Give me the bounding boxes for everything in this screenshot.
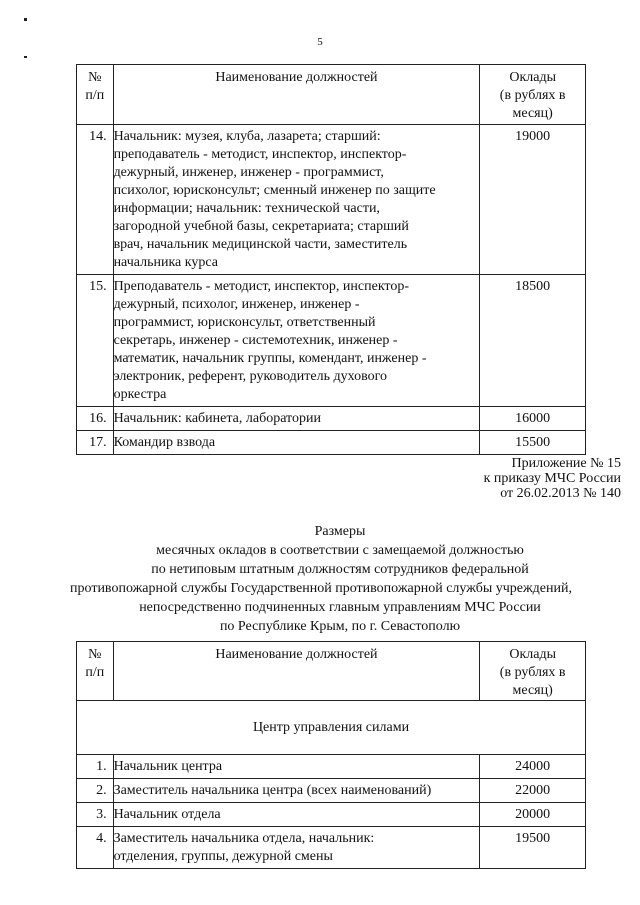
appendix-reference	[484, 456, 621, 501]
table-row	[77, 827, 586, 869]
header-num: № п/п	[77, 642, 114, 701]
header-num: № п/п	[77, 65, 114, 125]
document-heading: Размеры месячных окладов в соответствии с замещаемой должностью по нетиповым штатным должностям сотрудников федеральной противопожарной службы Государственной противопожарной службы учреждений, непосредственно подчиненных главным управлениям МЧС России по Республике Крым, по г. Севастополю	[70, 524, 572, 634]
appendix-date: от 26.02.2013 № 140	[500, 486, 621, 501]
table-row	[77, 125, 586, 275]
position-name: Начальник отдела	[113, 803, 480, 827]
row-number: 14.	[77, 125, 114, 275]
row-number: 4.	[77, 827, 114, 869]
salary-value: 22000	[480, 779, 586, 803]
header-name: Наименование должностей	[113, 65, 480, 125]
row-number: 1.	[77, 755, 114, 779]
header-salary: Оклады (в рублях в месяц)	[480, 642, 586, 701]
row-number: 16.	[77, 407, 114, 431]
appendix-number: Приложение № 15	[511, 456, 621, 471]
salary-value: 15500	[480, 431, 586, 455]
table-row	[77, 755, 586, 779]
salary-value: 19000	[480, 125, 586, 275]
section-title: Центр управления силами	[77, 701, 586, 755]
table-row	[77, 275, 586, 407]
header-salary: Оклады (в рублях в месяц)	[480, 65, 586, 125]
margin-speck	[24, 56, 27, 58]
salary-table-continued	[76, 64, 586, 455]
section-row	[77, 701, 586, 755]
row-number: 15.	[77, 275, 114, 407]
appendix-order: к приказу МЧС России	[483, 471, 621, 486]
table-row	[77, 407, 586, 431]
salary-value: 24000	[480, 755, 586, 779]
position-name: Начальник: кабинета, лаборатории	[113, 407, 480, 431]
table2-body	[77, 755, 586, 869]
row-number: 3.	[77, 803, 114, 827]
salary-value: 18500	[480, 275, 586, 407]
table-row	[77, 431, 586, 455]
position-name: Преподаватель - методист, инспектор, инспектор- дежурный, психолог, инженер, инженер - программист, юрисконсульт, ответственный секретарь, инженер - системотехник, инженер - математик, начальник группы, комендант, инженер - электроник, референт, руководитель духового оркестра	[113, 275, 480, 407]
table1-body	[77, 125, 586, 455]
position-name: Начальник центра	[113, 755, 480, 779]
position-name: Заместитель начальника отдела, начальник: отделения, группы, дежурной смены	[113, 827, 480, 869]
salary-value: 16000	[480, 407, 586, 431]
salary-value: 19500	[480, 827, 586, 869]
table-header-row	[77, 65, 586, 125]
page-number: 5	[317, 36, 323, 48]
header-name: Наименование должностей	[113, 642, 480, 701]
table-header-row	[77, 642, 586, 701]
table-row	[77, 803, 586, 827]
row-number: 17.	[77, 431, 114, 455]
margin-speck	[24, 18, 27, 21]
position-name: Командир взвода	[113, 431, 480, 455]
position-name: Заместитель начальника центра (всех наименований)	[113, 779, 480, 803]
position-name: Начальник: музея, клуба, лазарета; старший: преподаватель - методист, инспектор, инспектор- дежурный, инженер, инженер - программист, психолог, юрисконсульт; сменный инженер по защите информации; начальник: технической части, загородной учебной базы, секретариата; старший врач, начальник медицинской части, заместитель начальника курса	[113, 125, 480, 275]
row-number: 2.	[77, 779, 114, 803]
salary-table-new	[76, 641, 586, 869]
table-row	[77, 779, 586, 803]
salary-value: 20000	[480, 803, 586, 827]
